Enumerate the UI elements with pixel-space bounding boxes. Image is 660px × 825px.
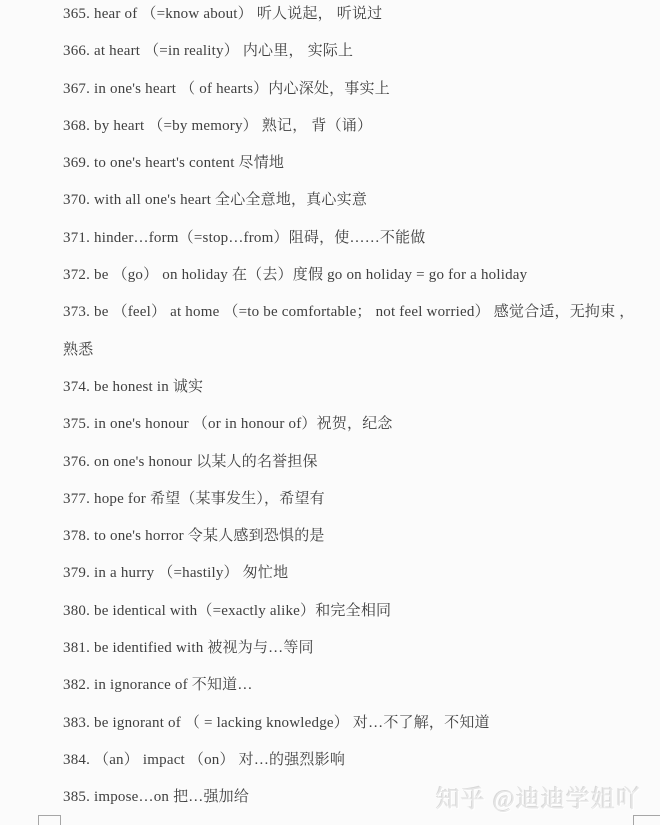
phrase-entry: 378. to one's horror 令某人感到恐惧的是 xyxy=(63,528,325,545)
phrase-entry: 377. hope for 希望（某事发生），希望有 xyxy=(63,490,325,507)
zhihu-watermark: 知乎 @迪迪学姐吖 xyxy=(435,787,641,813)
phrase-entry: 373. be （feel） at home （=to be comfortable； not feel worried） 感觉合适，无拘束 ，熟悉 xyxy=(63,304,635,358)
phrase-entry: 384. （an） impact （on） 对…的强烈影响 xyxy=(63,751,346,768)
phrase-entry: 365. hear of （=know about） 听人说起， 听说过 xyxy=(63,6,383,22)
phrase-entry: 380. be identical with（=exactly alike）和完全相同 xyxy=(63,602,392,619)
phrase-entry: 370. with all one's heart 全心全意地，真心实意 xyxy=(63,192,368,209)
phrase-entry: 372. be （go） on holiday 在（去）度假 go on holiday = go for a holiday xyxy=(63,267,528,284)
phrase-entry: 367. in one's heart （ of hearts）内心深处，事实上 xyxy=(63,80,390,97)
phrase-entry: 368. by heart （=by memory） 熟记， 背（诵） xyxy=(63,117,373,134)
phrase-entry: 379. in a hurry （=hastily） 匆忙地 xyxy=(63,565,289,582)
phrase-entry: 385. impose…on 把…强加给 xyxy=(63,789,250,806)
phrase-entry: 369. to one's heart's content 尽情地 xyxy=(63,155,285,172)
phrase-entry: 376. on one's honour 以某人的名誉担保 xyxy=(63,453,318,470)
table-corner-right xyxy=(633,815,660,825)
phrase-entry: 383. be ignorant of （ = lacking knowledge） 对…不了解，不知道 xyxy=(63,714,490,731)
phrase-entry: 374. be honest in 诚实 xyxy=(63,378,204,395)
phrase-entry: 381. be identified with 被视为与…等同 xyxy=(63,640,314,657)
table-corner-left xyxy=(38,815,61,825)
phrase-entry: 375. in one's honour （or in honour of）祝贺，纪念 xyxy=(63,416,393,433)
phrase-entry: 382. in ignorance of 不知道… xyxy=(63,677,253,694)
phrase-entry: 366. at heart （=in reality） 内心里， 实际上 xyxy=(63,43,354,60)
phrase-entry: 371. hinder…form（=stop…from）阻碍，使……不能做 xyxy=(63,229,426,246)
